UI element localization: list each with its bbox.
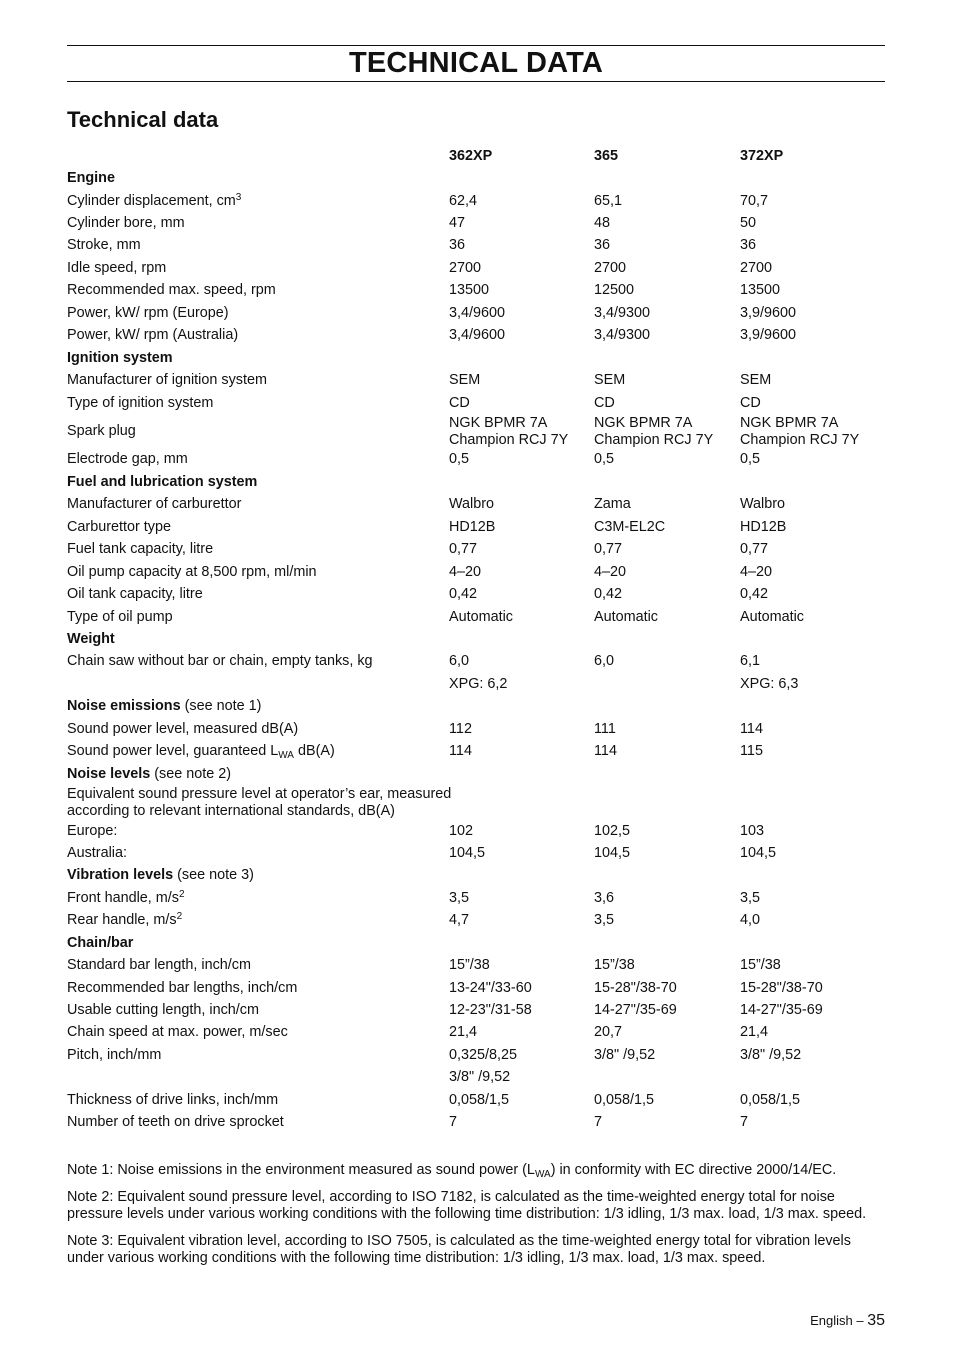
table-row xyxy=(67,325,885,347)
table-row xyxy=(67,1089,885,1111)
row-label: Sound power level, guaranteed $L_{WA}$ dB(A) xyxy=(67,743,335,762)
cell: 0,058/1,5 xyxy=(449,1091,510,1108)
cell: 102,5 xyxy=(594,822,631,839)
cell: 114 xyxy=(449,743,472,760)
row-label: Spark plug xyxy=(67,423,136,439)
row-label: Manufacturer of carburettor xyxy=(67,496,242,513)
cell: 4–20 xyxy=(594,563,627,580)
cell: 36 xyxy=(449,237,466,254)
cell: 13-24"/33-60 xyxy=(449,979,532,996)
model-column-header: 362XP xyxy=(449,147,493,164)
cell: 3,9/9600 xyxy=(740,327,797,344)
cell: 15”/38 xyxy=(449,957,490,974)
cell: 14-27"/35-69 xyxy=(740,1002,823,1019)
cell: NGK BPMR 7A Champion RCJ 7Y xyxy=(449,414,569,448)
section-label: Weight xyxy=(67,630,115,647)
cell: CD xyxy=(449,394,470,411)
row-label: Thickness of drive links, inch/mm xyxy=(67,1091,279,1108)
table-row xyxy=(67,1112,885,1134)
cell: 103 xyxy=(740,822,765,839)
cell: 70,7 xyxy=(740,192,769,209)
cell: 12-23"/31-58 xyxy=(449,1002,532,1019)
cell: 0,058/1,5 xyxy=(594,1091,655,1108)
cell: 13500 xyxy=(449,282,490,299)
row-label: Type of ignition system xyxy=(67,394,214,411)
cell: 21,4 xyxy=(449,1024,478,1041)
cell: 0,5 xyxy=(449,451,470,468)
table-row xyxy=(67,673,885,695)
row-label: Cylinder bore, mm xyxy=(67,215,185,232)
section-label: Chain/bar xyxy=(67,934,134,951)
cell: 3/8" /9,52 xyxy=(594,1046,656,1063)
row-label: Number of teeth on drive sprocket xyxy=(67,1114,284,1131)
section-label: Noise emissions (see note 1) xyxy=(67,698,262,715)
cell: SEM xyxy=(740,372,772,389)
table-row xyxy=(67,449,885,471)
row-label: Carburettor type xyxy=(67,518,171,535)
row-label: Sound power level, measured dB(A) xyxy=(67,720,299,737)
table-row xyxy=(67,302,885,324)
row-label: Pitch, inch/mm xyxy=(67,1046,162,1063)
cell: CD xyxy=(594,394,615,411)
cell: 3,6 xyxy=(594,889,615,906)
cell: CD xyxy=(740,394,761,411)
cell: 0,5 xyxy=(594,451,615,468)
table-row xyxy=(67,999,885,1021)
table-row xyxy=(67,887,885,909)
cell: 111 xyxy=(594,720,616,737)
cell: 114 xyxy=(594,743,617,760)
header-rule-bottom xyxy=(67,81,885,82)
section-label: Fuel and lubrication system xyxy=(67,473,258,490)
section-heading: Technical data xyxy=(67,107,219,132)
cell: Automatic xyxy=(740,608,804,625)
cell: 114 xyxy=(740,720,763,737)
cell: Walbro xyxy=(449,496,495,513)
cell: 0,325/8,25 xyxy=(449,1046,518,1063)
table-row xyxy=(67,494,885,516)
table-row xyxy=(67,190,885,212)
cell: 4,7 xyxy=(449,912,470,929)
cell: 4,0 xyxy=(740,912,761,929)
row-label: Australia: xyxy=(67,844,127,861)
row-label: Oil pump capacity at 8,500 rpm, ml/min xyxy=(67,563,317,580)
cell: 6,0 xyxy=(449,653,470,670)
footer-separator: – xyxy=(852,1313,868,1328)
note-2: Note 2: Equivalent sound pressure level, according to ISO 7182, is calculated as the time-weighted energy total for noise pressure levels under various working conditions with the following time distribution: 1/3 idling, 1/3 max. load, 1/3 max. speed. xyxy=(67,1189,867,1222)
section-label: Vibration levels (see note 3) xyxy=(67,867,254,884)
cell: 15-28"/38-70 xyxy=(594,979,677,996)
cell: HD12B xyxy=(740,518,787,535)
row-label: Oil tank capacity, litre xyxy=(67,586,203,603)
cell: 62,4 xyxy=(449,192,478,209)
cell: 3,4/9600 xyxy=(449,304,506,321)
row-label: Europe: xyxy=(67,822,118,839)
page-footer xyxy=(810,1311,885,1331)
section-row-noise-levels xyxy=(67,763,885,785)
row-label: Type of oil pump xyxy=(67,608,173,625)
note-1: Note 1: Noise emissions in the environment measured as sound power $(L_{WA})$ in conformity with EC directive 2000/14/EC. xyxy=(67,1162,837,1180)
cell: 15”/38 xyxy=(740,957,781,974)
cell: Automatic xyxy=(594,608,658,625)
cell: 3,5 xyxy=(594,912,615,929)
cell: 0,42 xyxy=(740,586,769,603)
row-label: Idle speed, rpm xyxy=(67,259,167,276)
cell: 15-28"/38-70 xyxy=(740,979,823,996)
cell: NGK BPMR 7A Champion RCJ 7Y xyxy=(594,414,714,448)
cell: 3,9/9600 xyxy=(740,304,797,321)
row-label: Rear handle, $m/s^2$ xyxy=(67,911,183,929)
notes xyxy=(67,1162,885,1277)
table-row xyxy=(67,718,885,740)
table-row xyxy=(67,369,885,391)
section-row-chain-bar xyxy=(67,932,885,954)
section-label: Noise levels (see note 2) xyxy=(67,765,231,782)
cell: 104,5 xyxy=(449,844,486,861)
row-label: Power, kW/ rpm (Australia) xyxy=(67,327,239,344)
section-row-vibration xyxy=(67,865,885,887)
cell: SEM xyxy=(449,372,481,389)
cell: Automatic xyxy=(449,608,513,625)
cell: 7 xyxy=(740,1114,749,1131)
cell: 7 xyxy=(449,1114,458,1131)
table-row xyxy=(67,954,885,976)
note-3: Note 3: Equivalent vibration level, according to ISO 7505, is calculated as the time-weighted energy total for vibration levels under various working conditions with the following time distribution: 1/3 idling, 1/3 max. load, 1/3 max. speed. xyxy=(67,1233,851,1266)
table-row xyxy=(67,392,885,414)
cell: 102 xyxy=(449,822,474,839)
cell: 3/8" /9,52 xyxy=(740,1046,802,1063)
section-label: Ignition system xyxy=(67,349,173,366)
table-row xyxy=(67,583,885,605)
cell: 6,1 xyxy=(740,653,761,670)
table-row xyxy=(67,235,885,257)
row-label: Equivalent sound pressure level at operator’s ear, measured according to relevant international standards, dB(A) xyxy=(67,785,452,819)
row-label: Stroke, mm xyxy=(67,237,141,254)
row-label: Standard bar length, inch/cm xyxy=(67,957,251,974)
row-label: Recommended bar lengths, inch/cm xyxy=(67,979,298,996)
cell: 104,5 xyxy=(740,844,777,861)
section-row-ignition xyxy=(67,347,885,369)
row-label: Front handle, $m/s^2$ xyxy=(67,888,185,906)
table-row xyxy=(67,414,885,449)
table-header-row xyxy=(67,145,885,167)
table-row xyxy=(67,785,885,820)
page-title: TECHNICAL DATA xyxy=(348,47,604,79)
cell: Zama xyxy=(594,496,631,513)
model-column-header: 372XP xyxy=(740,147,784,164)
cell: 0,5 xyxy=(740,451,761,468)
table-row xyxy=(67,280,885,302)
table-row xyxy=(67,606,885,628)
table-row xyxy=(67,257,885,279)
row-label: Cylinder displacement, $cm^3$ xyxy=(67,191,242,209)
row-label: Recommended max. speed, rpm xyxy=(67,282,276,299)
table-row xyxy=(67,842,885,864)
cell: 47 xyxy=(449,215,466,232)
table-row xyxy=(67,740,885,762)
section-row-noise-emissions xyxy=(67,696,885,718)
cell: 0,42 xyxy=(449,586,478,603)
table-row xyxy=(67,977,885,999)
cell: 13500 xyxy=(740,282,781,299)
table-row xyxy=(67,910,885,932)
cell: 0,058/1,5 xyxy=(740,1091,801,1108)
cell: 0,77 xyxy=(594,541,623,558)
table-row xyxy=(67,212,885,234)
table-row xyxy=(67,561,885,583)
cell: 48 xyxy=(594,215,611,232)
cell: 0,77 xyxy=(449,541,478,558)
row-label: Manufacturer of ignition system xyxy=(67,372,267,389)
section-row-fuel xyxy=(67,471,885,493)
cell: 14-27"/35-69 xyxy=(594,1002,677,1019)
table-row xyxy=(67,1067,885,1089)
cell: HD12B xyxy=(449,518,496,535)
cell: 2700 xyxy=(449,259,482,276)
table-row xyxy=(67,539,885,561)
cell: 36 xyxy=(594,237,611,254)
section-row-weight xyxy=(67,628,885,650)
cell: 3,5 xyxy=(449,889,470,906)
cell: 12500 xyxy=(594,282,635,299)
cell: C3M-EL2C xyxy=(594,518,666,535)
cell: SEM xyxy=(594,372,626,389)
table-row xyxy=(67,1044,885,1066)
cell: 4–20 xyxy=(740,563,773,580)
cell: 3/8" /9,52 xyxy=(449,1069,511,1086)
table-row xyxy=(67,1022,885,1044)
cell: 7 xyxy=(594,1114,603,1131)
row-label: Chain saw without bar or chain, empty tanks, kg xyxy=(67,653,373,670)
cell: 50 xyxy=(740,215,757,232)
cell: 2700 xyxy=(740,259,773,276)
section-row-engine xyxy=(67,167,885,189)
table-row xyxy=(67,651,885,673)
row-label: Fuel tank capacity, litre xyxy=(67,541,214,558)
table-row xyxy=(67,820,885,842)
cell: 3,4/9300 xyxy=(594,304,651,321)
cell: 65,1 xyxy=(594,192,623,209)
cell: 4–20 xyxy=(449,563,482,580)
row-label: Power, kW/ rpm (Europe) xyxy=(67,304,229,321)
cell: 15”/38 xyxy=(594,957,635,974)
cell: 115 xyxy=(740,743,763,760)
spec-table xyxy=(67,145,885,1134)
cell: 21,4 xyxy=(740,1024,769,1041)
cell: 20,7 xyxy=(594,1024,623,1041)
cell: 3,4/9600 xyxy=(449,327,506,344)
cell: Walbro xyxy=(740,496,786,513)
cell: 6,0 xyxy=(594,653,615,670)
row-label: Usable cutting length, inch/cm xyxy=(67,1002,259,1019)
cell: 3,5 xyxy=(740,889,761,906)
row-label: Electrode gap, mm xyxy=(67,451,188,468)
cell: 0,77 xyxy=(740,541,769,558)
cell: 2700 xyxy=(594,259,627,276)
cell: 36 xyxy=(740,237,757,254)
cell: 104,5 xyxy=(594,844,631,861)
row-label: Chain speed at max. power, m/sec xyxy=(67,1024,288,1041)
page-number: 35 xyxy=(867,1312,885,1329)
section-label: Engine xyxy=(67,170,115,187)
cell: 112 xyxy=(449,720,472,737)
cell: NGK BPMR 7A Champion RCJ 7Y xyxy=(740,414,860,448)
cell: 3,4/9300 xyxy=(594,327,651,344)
table-row xyxy=(67,516,885,538)
footer-language: English xyxy=(810,1313,853,1328)
model-column-header: 365 xyxy=(594,147,619,164)
cell: 0,42 xyxy=(594,586,623,603)
cell: XPG: 6,3 xyxy=(740,675,799,692)
cell: XPG: 6,2 xyxy=(449,675,508,692)
